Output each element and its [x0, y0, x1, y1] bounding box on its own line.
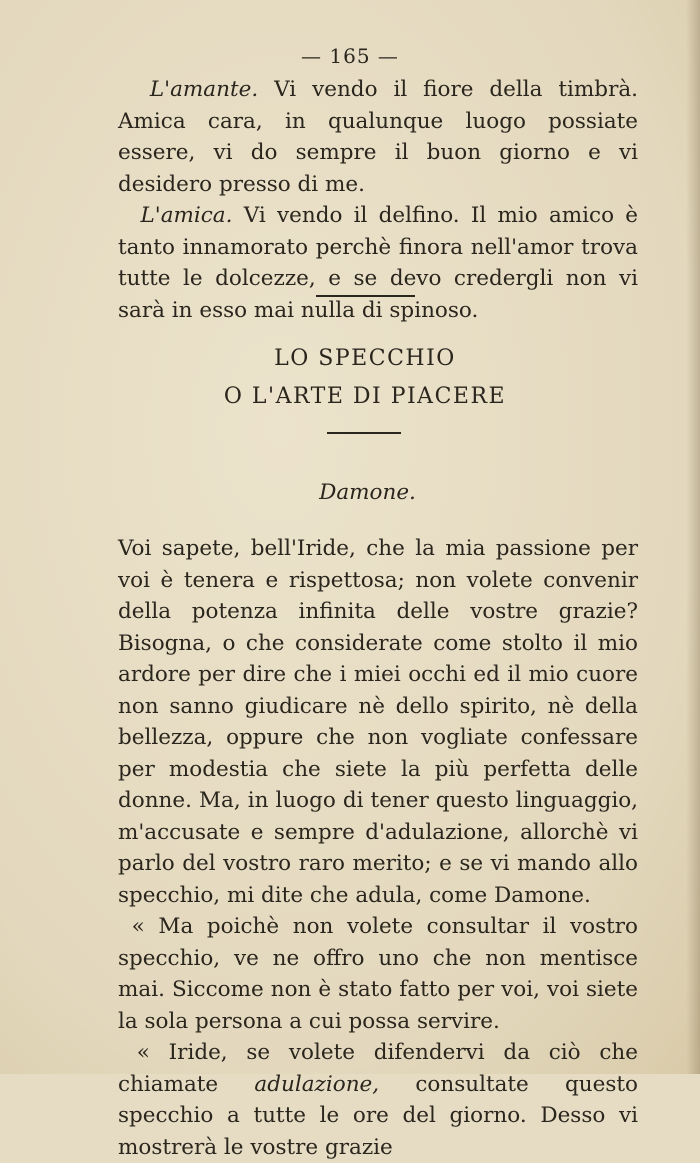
main-paragraph-3	[118, 1037, 638, 1163]
page-edge-shadow	[686, 0, 700, 1074]
dialogue-text-friend: Vi vendo il delfino. Il mio amico è tanto innamorato perchè finora nell'amor trova tutte le dolcezze, e se devo credergli non vi sarà in esso mai nulla di spinoso.	[118, 203, 638, 323]
chapter-title-line-2: O L'ARTE DI PIACERE	[223, 384, 507, 409]
dialogue-paragraph-friend	[118, 200, 638, 326]
speaker-lover: L'amante.	[149, 77, 259, 102]
dialogue-paragraph-lover	[118, 74, 638, 200]
main-paragraph-2-text: « Ma poichè non volete consultar il vostro specchio, ve ne offro uno che non mentisce mai. Siccome non è stato fatto per voi, voi siete la sola persona a cui possa servire.	[118, 914, 638, 1034]
page-number: — 165 —	[301, 44, 399, 68]
chapter-title-line-1: LO SPECCHIO	[274, 346, 456, 371]
main-paragraph-1-text: Voi sapete, bell'Iride, che la mia passione per voi è tenera e rispettosa; non volete convenir della potenza infinita delle vostre grazie? Bisogna, o che considerate come stolto il mio ardore per dire che i miei occhi ed il mio cuore non sanno giudicare nè dello spirito, nè della bellezza, oppure che non vogliate confessare per modestia che siete la più perfetta delle donne. Ma, in luogo di tener questo linguaggio, m'accusate e sempre d'adulazione, allorchè vi parlo del vostro raro merito; e se vi mando allo specchio, mi dite che adula, come Damone.	[118, 536, 638, 908]
main-paragraph-1	[118, 533, 638, 911]
title-underline	[327, 432, 401, 434]
speaker-heading: Damone.	[319, 480, 416, 505]
main-paragraph-3-italic: adulazione,	[254, 1071, 380, 1097]
main-text	[118, 533, 638, 1163]
main-paragraph-2	[118, 911, 638, 1037]
dialogue-text-lover: Vi vendo il fiore della timbrà. Amica cara, in qualunque luogo possiate essere, vi do sempre il buon giorno e vi desidero presso di me.	[118, 77, 638, 197]
main-paragraph-3-end: consultate questo specchio a tutte le ore del giorno. Desso vi mostrerà le vostre grazie	[118, 1071, 638, 1160]
speaker-friend: L'amica.	[140, 203, 233, 228]
section-divider	[316, 295, 415, 297]
top-dialogue	[118, 74, 638, 326]
main-paragraph-3-start: « Iride, se volete difendervi da ciò che chiamate	[118, 1040, 638, 1097]
